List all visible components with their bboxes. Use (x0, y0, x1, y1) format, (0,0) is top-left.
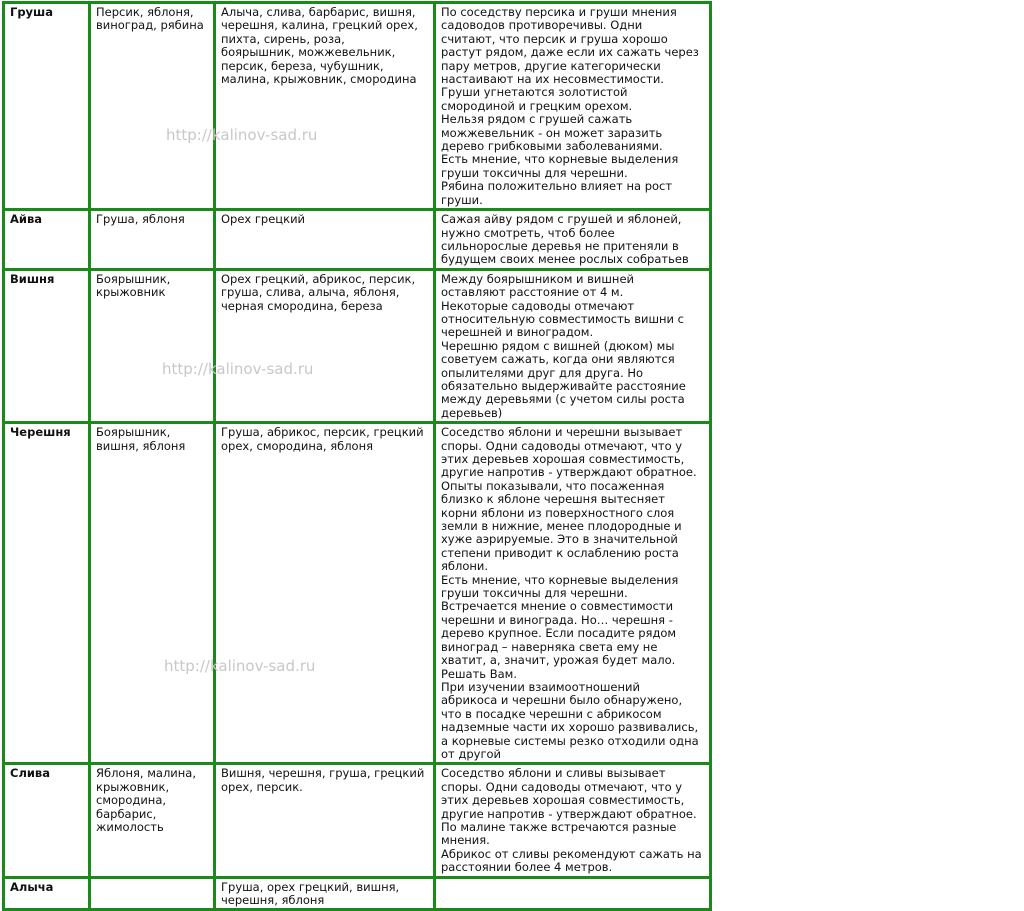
compatibility-note: Соседство яблони и сливы вызывает споры. Одни садоводы отмечают, что у этих деревьев хорошая совместимость, другие напротив - утверждают обратное. По малине также встречаются разные мнения. Абрикос от сливы рекомендуют сажать на расстоянии более 4 метров. (436, 765, 712, 878)
bad-neighbors: Орех грецкий (216, 211, 436, 271)
compatibility-note: По соседству персика и груши мнения садоводов противоречивы. Одни считают, что персик и груша хорошо растут рядом, даже если их сажать через пару метров, другие категорически настаивают на их несовместимости. Груши угнетаются золотистой смородиной и грецким орехом. Нельзя рядом с грушей сажать можжевельник - он может заразить дерево грибковыми заболеваниями. Есть мнение, что корневые выделения груши токсичны для черешни. Рябина положительно влияет на рост груши. (436, 4, 712, 211)
compatibility-table (2, 1, 712, 911)
plant-name: Айва (5, 211, 91, 271)
good-neighbors: Персик, яблоня, виноград, рябина (91, 4, 216, 211)
watermark: http://kalinov-sad.ru (162, 360, 314, 378)
plant-name: Черешня (5, 424, 91, 765)
table-row (5, 424, 712, 765)
good-neighbors (91, 879, 216, 911)
plant-name: Слива (5, 765, 91, 878)
bad-neighbors: Вишня, черешня, груша, грецкий орех, персик. (216, 765, 436, 878)
compatibility-note (436, 879, 712, 911)
bad-neighbors: Орех грецкий, абрикос, персик, груша, слива, алыча, яблоня, черная смородина, береза (216, 271, 436, 424)
good-neighbors: Груша, яблоня (91, 211, 216, 271)
plant-name: Вишня (5, 271, 91, 424)
good-neighbors: Боярышник, крыжовник (91, 271, 216, 424)
compatibility-note: Соседство яблони и черешни вызывает споры. Одни садоводы отмечают, что у этих деревьев хорошая совместимость, другие напротив - утверждают обратное. Опыты показывали, что посаженная близко к яблоне черешня вытесняет корни яблони из поверхностного слоя земли в нижние, менее плодородные и хуже аэрируемые. Это в значительной степени приводит к ослаблению роста яблони. Есть мнение, что корневые выделения груши токсичны для черешни. Встречается мнение о совместимости черешни и винограда. Но… черешня - дерево крупное. Если посадите рядом виноград – наверняка света ему не хватит, а, значит, урожая будет мало. Решать Вам. При изучении взаимоотношений абрикоса и черешни было обнаружено, что в посадке черешни с абрикосом надземные части их хорошо развивались, а корневые системы резко отходили одна от другой (436, 424, 712, 765)
good-neighbors: Боярышник, вишня, яблоня (91, 424, 216, 765)
bad-neighbors: Груша, орех грецкий, вишня, черешня, яблоня (216, 879, 436, 911)
compatibility-note: Сажая айву рядом с грушей и яблоней, нужно смотреть, чтоб более сильнорослые деревья не притеняли в будущем своих менее рослых собратьев (436, 211, 712, 271)
watermark: http://kalinov-sad.ru (166, 126, 318, 144)
plant-name: Груша (5, 4, 91, 211)
bad-neighbors: Груша, абрикос, персик, грецкий орех, смородина, яблоня (216, 424, 436, 765)
table-row (5, 879, 712, 911)
table-row (5, 765, 712, 878)
watermark: http://kalinov-sad.ru (164, 657, 316, 675)
table-row (5, 4, 712, 211)
good-neighbors: Яблоня, малина, крыжовник, смородина, барбарис, жимолость (91, 765, 216, 878)
compatibility-note: Между боярышником и вишней оставляют расстояние от 4 м. Некоторые садоводы отмечают относительную совместимость вишни с черешней и виноградом. Черешню рядом с вишней (дюком) мы советуем сажать, когда они являются опылителями друг для друга. Но обязательно выдерживайте расстояние между деревьями (с учетом силы роста деревьев) (436, 271, 712, 424)
plant-name: Алыча (5, 879, 91, 911)
bad-neighbors: Алыча, слива, барбарис, вишня, черешня, калина, грецкий орех, пихта, сирень, роза, боярышник, можжевельник, персик, береза, чубушник, малина, крыжовник, смородина (216, 4, 436, 211)
table-row (5, 271, 712, 424)
table-row (5, 211, 712, 271)
